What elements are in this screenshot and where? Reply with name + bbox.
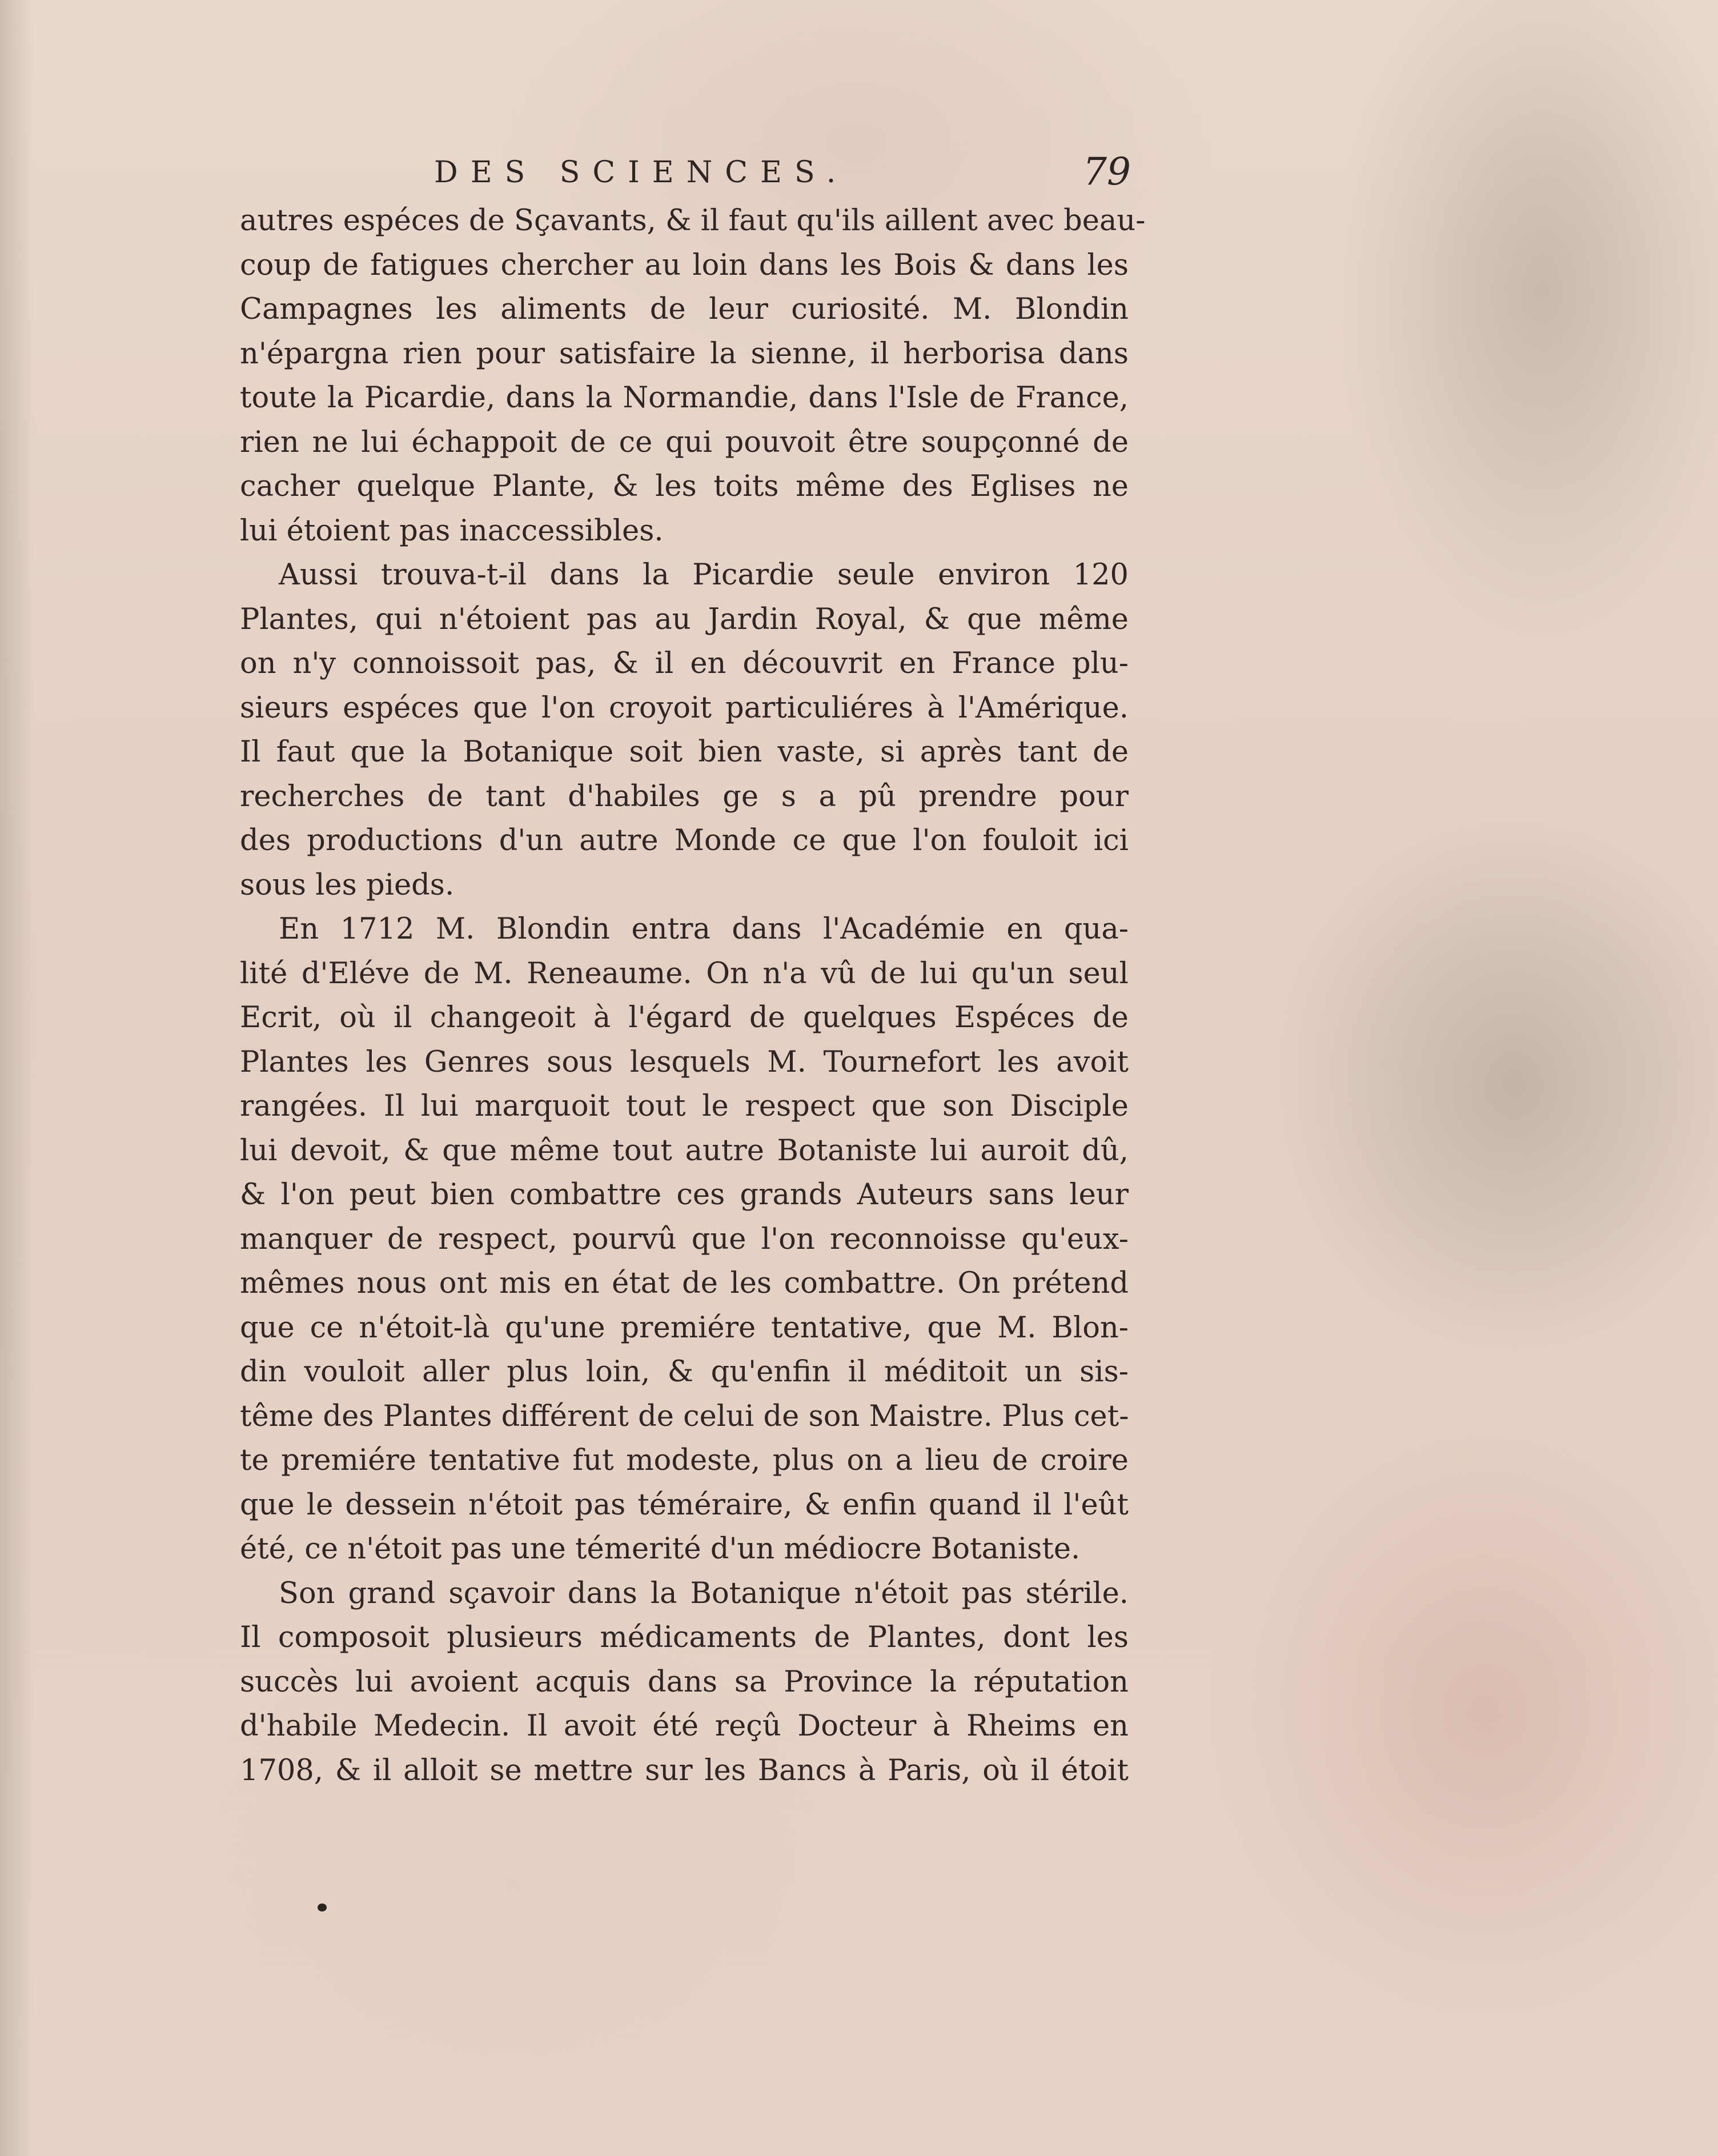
page-edge-shadow	[0, 0, 34, 2156]
text-line: toute la Picardie, dans la Normandie, dans l'Isle de France,	[240, 381, 1129, 415]
text-line: Aussi trouva-t-il dans la Picardie seule environ 120	[279, 558, 1129, 592]
text-line: lui étoient pas inaccessibles.	[240, 514, 664, 548]
page-header	[411, 150, 1142, 201]
text-line: Il composoit plusieurs médicaments de Plantes, dont les	[240, 1621, 1129, 1654]
text-line: que le dessein n'étoit pas téméraire, & enfin quand il l'eût	[240, 1488, 1129, 1522]
ink-speck	[318, 1903, 327, 1911]
text-line: Plantes les Genres sous lesquels M. Tournefort les avoit	[240, 1045, 1129, 1079]
text-line: sieurs espéces que l'on croyoit particuliéres à l'Amérique.	[240, 691, 1129, 725]
text-line: sous les pieds.	[240, 868, 455, 902]
text-line: manquer de respect, pourvû que l'on reconnoisse qu'eux-	[240, 1222, 1129, 1256]
text-line: & l'on peut bien combattre ces grands Auteurs sans leur	[240, 1178, 1129, 1212]
text-line: rien ne lui échappoit de ce qui pouvoit être soupçonné de	[240, 425, 1129, 459]
text-line: Campagnes les aliments de leur curiosité. M. Blondin	[240, 292, 1129, 326]
text-line: été, ce n'étoit pas une témerité d'un médiocre Botaniste.	[240, 1532, 1081, 1566]
text-line: Il faut que la Botanique soit bien vaste, si après tant de	[240, 735, 1129, 769]
text-line: En 1712 M. Blondin entra dans l'Académie en qua-	[279, 912, 1129, 946]
text-line: rangées. Il lui marquoit tout le respect que son Disciple	[240, 1089, 1129, 1123]
text-line: te premiére tentative fut modeste, plus on a lieu de croire	[240, 1444, 1129, 1477]
text-line: 1708, & il alloit se mettre sur les Bancs à Paris, où il étoit	[240, 1753, 1129, 1788]
text-line: coup de fatigues chercher au loin dans les Bois & dans les	[240, 248, 1129, 282]
body-text	[240, 199, 1146, 1793]
text-line: recherches de tant d'habiles ge s a pû prendre pour	[240, 779, 1129, 813]
text-line: Son grand sçavoir dans la Botanique n'étoit pas stérile.	[279, 1576, 1129, 1610]
text-line: Ecrit, où il changeoit à l'égard de quelques Espéces de	[240, 1001, 1129, 1035]
page-number: 79	[1083, 150, 1131, 194]
text-line: tême des Plantes différent de celui de son Maistre. Plus cet-	[240, 1399, 1129, 1433]
text-line: autres espéces de Sçavants, & il faut qu'ils aillent avec beau-	[240, 204, 1146, 238]
text-line: succès lui avoient acquis dans sa Province la réputation	[240, 1665, 1129, 1699]
text-line: que ce n'étoit-là qu'une premiére tentative, que M. Blon-	[240, 1311, 1129, 1345]
text-line: des productions d'un autre Monde ce que l'on fouloit ici	[240, 824, 1129, 857]
text-line: d'habile Medecin. Il avoit été reçû Docteur à Rheims en	[240, 1709, 1129, 1743]
text-line: cacher quelque Plante, & les toits même des Eglises ne	[240, 470, 1129, 503]
text-line: mêmes nous ont mis en état de les combattre. On prétend	[240, 1267, 1129, 1300]
text-line: on n'y connoissoit pas, & il en découvrit en France plu-	[240, 647, 1129, 680]
text-line: n'épargna rien pour satisfaire la sienne, il herborisa dans	[240, 336, 1129, 371]
running-head: DES SCIENCES.	[434, 155, 849, 190]
text-line: din vouloit aller plus loin, & qu'enfin il méditoit un sis-	[240, 1355, 1129, 1389]
text-line: Plantes, qui n'étoient pas au Jardin Royal, & que même	[240, 602, 1129, 636]
text-line: lité d'Eléve de M. Reneaume. On n'a vû de lui qu'un seul	[240, 956, 1129, 991]
text-line: lui devoit, & que même tout autre Botaniste lui auroit dû,	[240, 1133, 1129, 1168]
